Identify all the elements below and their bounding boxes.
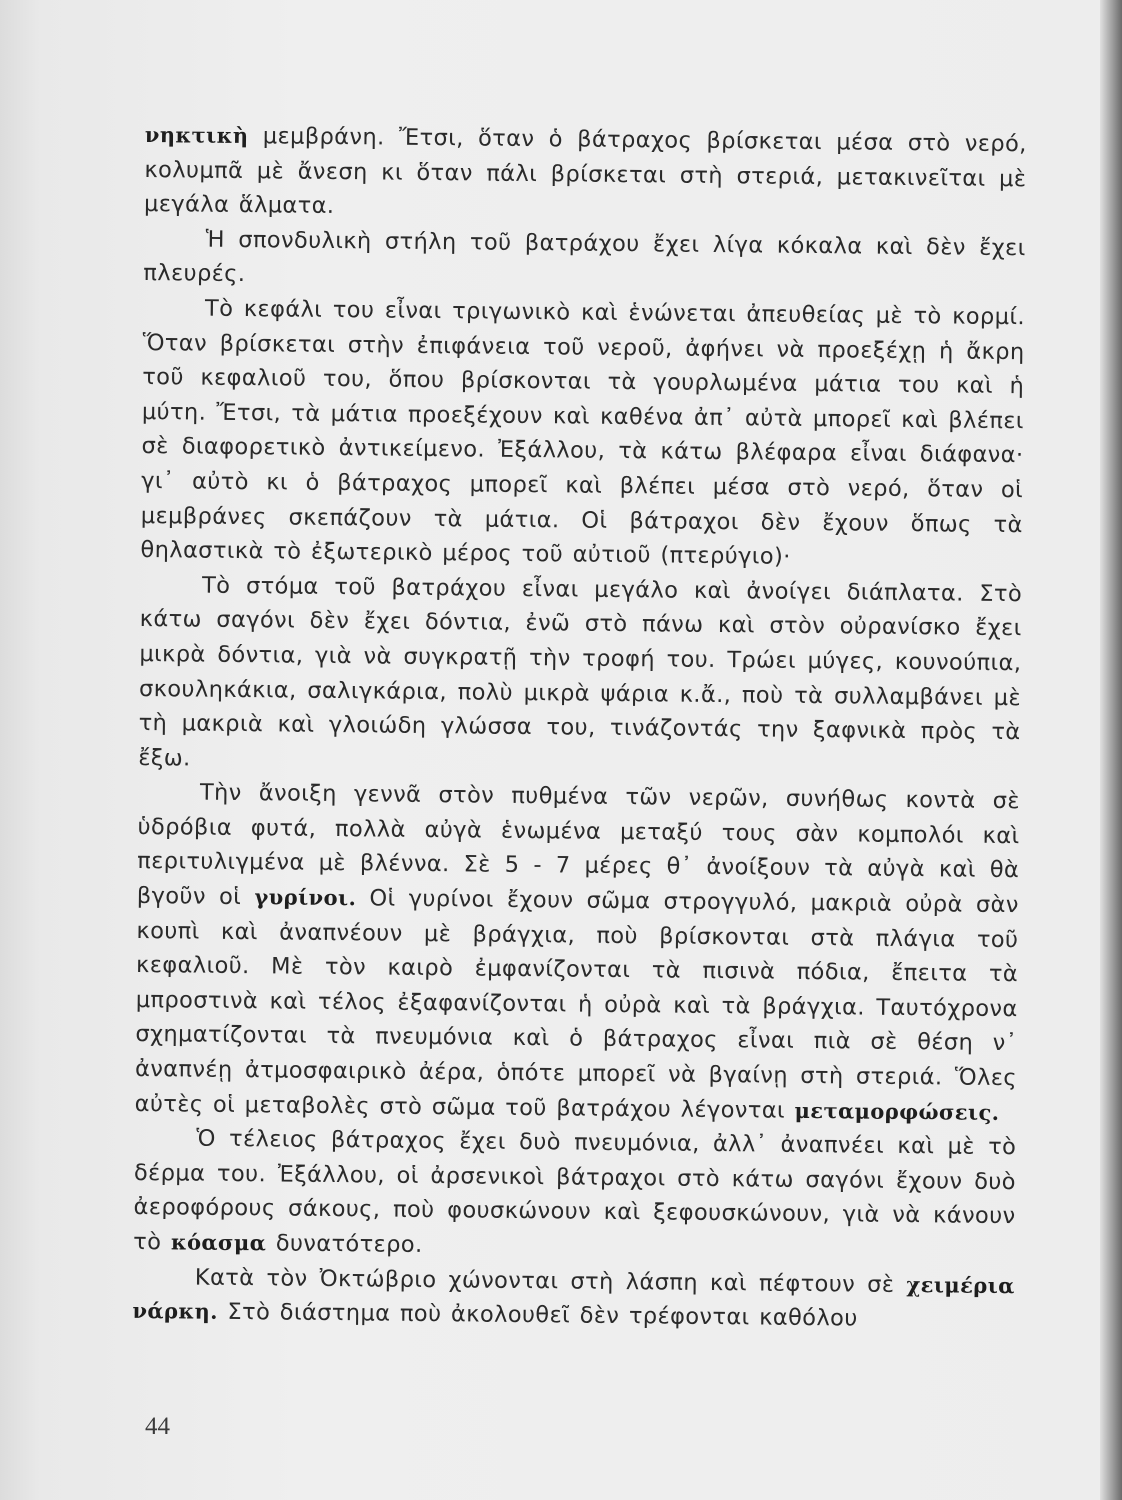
bold-term-metamorphoses: μεταμορφώσεις. xyxy=(794,1097,1000,1125)
paragraph-text-after: δυνατότερο. xyxy=(266,1230,423,1258)
paragraph-text-after: Οἱ γυρίνοι ἔχουν σῶμα στρογγυλό, μακριὰ οὐρὰ σὰν κουπὶ καὶ ἀναπνέουν μὲ βράγχια, ποὺ βρίσκονται στὰ πλάγια τοῦ κεφαλιοῦ. Μὲ τὸν καιρὸ ἐμφανίζονται τὰ πισινὰ πόδια, ἔπειτα τὰ μπροστινὰ καὶ τέλος ἐξαφανίζονται ἡ οὐρὰ καὶ τὰ βράγχια. Ταυτόχρονα σχηματίζονται τὰ πνευμόνια καὶ ὁ βάτραχος εἶναι πιὰ σὲ θέση ν᾿ ἀναπνέῃ ἀτμοσφαιρικὸ ἀέρα, ὁπότε μπορεῖ νὰ βγαίνῃ στὴ στεριά. Ὅλες αὐτὲς οἱ μεταβολὲς στὸ σῶμα τοῦ βατράχου λέγονται xyxy=(134,885,1019,1124)
bold-term-hibernation: χειμέρια νάρκη. xyxy=(132,1271,1015,1325)
paragraph-spine xyxy=(143,222,1026,300)
paragraph-text: Τὸ κεφάλι του εἶναι τριγωνικὸ καὶ ἑνώνεται ἀπευθείας μὲ τὸ κορμί. Ὅταν βρίσκεται στὴν ἐπιφάνεια τοῦ νεροῦ, ἀφήνει νὰ προεξέχῃ ἡ ἄκρη τοῦ κεφαλιοῦ του, ὅπου βρίσκονται τὰ γουρλωμένα μάτια του καὶ ἡ μύτη. Ἔτσι, τὰ μάτια προεξέχουν καὶ καθένα ἀπ᾿ αὐτὰ μπορεῖ καὶ βλέπει σὲ διαφορετικὸ ἀντικείμενο. Ἐξάλλου, τὰ κάτω βλέφαρα εἶναι διάφανα· γι᾿ αὐτὸ κι ὁ βάτραχος μπορεῖ καὶ βλέπει μέσα στὸ νερό, ὅταν οἱ μεμβράνες σκεπάζουν τὰ μάτια. Οἱ βάτραχοι δὲν ἔχουν ὅπως τὰ θηλαστικὰ τὸ ἐξωτερικὸ μέρος τοῦ αὐτιοῦ (πτερύγιο)· xyxy=(140,295,1026,570)
paragraph-october xyxy=(132,1260,1015,1338)
paragraph-text-after: Στὸ διάστημα ποὺ ἀκολουθεῖ δὲν τρέφονται καθόλου xyxy=(217,1299,858,1332)
bold-term-tadpoles: γυρίνοι. xyxy=(254,884,357,911)
paragraph-mouth xyxy=(138,568,1022,785)
paragraph-text: μεμβράνη. Ἔτσι, ὅταν ὁ βάτραχος βρίσκεται μέσα στὸ νερό, κολυμπᾶ μὲ ἄνεση κι ὅταν πάλι βρίσκεται στὴ στεριά, μετακινεῖται μὲ μεγάλα ἅλματα. xyxy=(143,123,1027,220)
paragraph-spring xyxy=(134,775,1020,1130)
body-text xyxy=(132,118,1027,1338)
paragraph-text: Ἡ σπονδυλικὴ στήλη τοῦ βατράχου ἔχει λίγα κόκαλα καὶ δὲν ἔχει πλευρές. xyxy=(143,226,1026,288)
bold-term-croak: κόασμα xyxy=(170,1229,267,1256)
paragraph-text: Τὸ στόμα τοῦ βατράχου εἶναι μεγάλο καὶ ἀνοίγει διάπλατα. Στὸ κάτω σαγόνι δὲν ἔχει δόντια, ἐνῶ στὸ πάνω καὶ στὸν οὐρανίσκο ἔχει μικρὰ δόντια, γιὰ νὰ συγκρατῇ τὴν τροφή του. Τρώει μύγες, κουνούπια, σκουληκάκια, σαλιγκάρια, πολὺ μικρὰ ψάρια κ.ἄ., ποὺ τὰ συλλαμβάνει μὲ τὴ μακριὰ καὶ γλοιώδη γλώσσα του, τινάζοντάς την ξαφνικὰ πρὸς τὰ ἔξω. xyxy=(138,572,1023,772)
paragraph-head xyxy=(140,291,1025,577)
book-spine-shadow xyxy=(1100,0,1122,1500)
paragraph-text: Κατὰ τὸν Ὀκτώβριο χώνονται στὴ λάσπη καὶ πέφτουν σὲ xyxy=(194,1264,907,1298)
page-number: 44 xyxy=(145,1413,170,1440)
paragraph-membrane xyxy=(144,118,1027,231)
bold-term-nektike: νηκτικὴ xyxy=(144,121,249,149)
paragraph-adult xyxy=(133,1121,1016,1269)
paragraph-text: Ὁ τέλειος βάτραχος ἔχει δυὸ πνευμόνια, ἀλλ᾿ ἀναπνέει καὶ μὲ τὸ δέρμα του. Ἐξάλλου, οἱ ἀρσενικοὶ βάτραχοι στὸ κάτω σαγόνι ἔχουν δυὸ ἀεροφόρους σάκους, ποὺ φουσκώνουν καὶ ξεφουσκώνουν, γιὰ νὰ κάνουν τὸ xyxy=(133,1125,1017,1256)
paragraph-text: Τὴν ἄνοιξη γεννᾶ στὸν πυθμένα τῶν νερῶν, συνήθως κοντὰ σὲ ὑδρόβια φυτά, πολλὰ αὐγὰ ἑνωμένα μεταξύ τους σὰν κομπολόι καὶ περιτυλιγμένα μὲ βλέννα. Σὲ 5 - 7 μέρες θ᾿ ἀνοίξουν τὰ αὐγὰ καὶ θὰ βγοῦν οἱ xyxy=(136,779,1021,911)
